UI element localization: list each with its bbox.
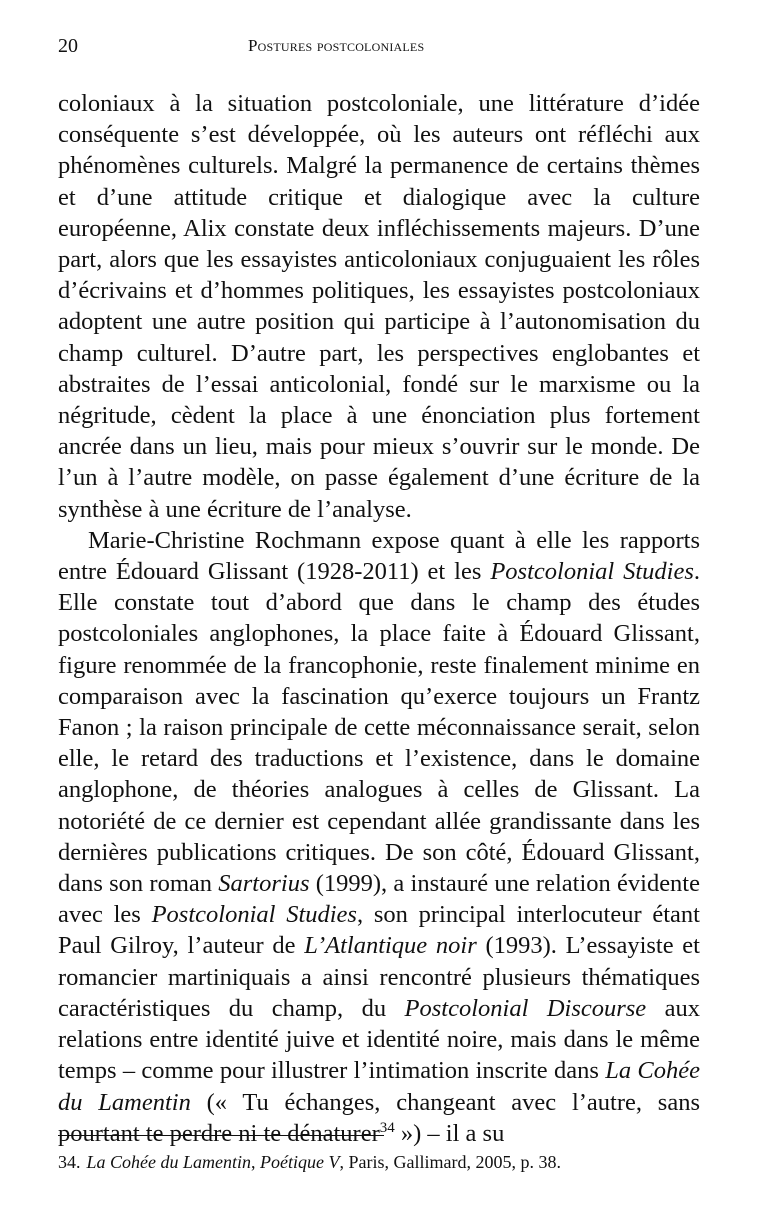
italic-title: Postcolonial Studies [490,558,694,586]
italic-title: La Cohée du Lamentin [58,1057,700,1116]
text-span: , son principal interlocuteur étant Paul Gilroy, l’auteur de [58,901,700,960]
body-text [58,88,700,1149]
paragraph-2 [58,525,700,1149]
italic-title: Sartorius [218,870,310,898]
footnote-separator-text: , [251,1152,260,1172]
running-head: Postures postcoloniales [248,36,425,55]
footnote-title: Poétique V [260,1152,340,1172]
italic-title: Postcolonial Studies [151,901,357,929]
footnote-reference[interactable]: 34 [379,1119,395,1136]
italic-title: L’Atlantique noir [304,932,477,960]
footnote-text: , Paris, Gallimard, 2005, p. 38. [339,1152,561,1172]
italic-title: Postcolonial Discourse [404,994,647,1022]
text-span: ») – il a su [394,1119,505,1147]
page-header [58,33,702,59]
paragraph-1: coloniaux à la situation postcoloniale, une littérature d’idée conséquente s’est développée, où les auteurs ont réfléchi aux phénomènes culturels. Malgré la permanence de certains thèmes et d’une attitude critique et dialogique avec la culture européenne, Alix constate deux infléchissements majeurs. D’une part, alors que les essayistes anticoloniaux conjuguaient les rôles d’écrivains et d’hommes politiques, les essayistes postcoloniaux adoptent une autre position qui participe à l’autonomisation du champ culturel. D’autre part, les perspectives englobantes et abstraites de l’essai anticolonial, fondé sur le marxisme ou la négritude, cèdent la place à une énonciation plus fortement ancrée dans un lieu, mais pour mieux s’ouvrir sur le monde. De l’un à l’autre modèle, on passe également d’une écriture de la synthèse à une écriture de l’analyse. [58,90,700,523]
text-span: (1993). L’essayiste et romancier martiniquais a ainsi rencontré plusieurs thématiques caractéristiques du champ, du [58,932,700,1022]
text-span: (1999), a instauré une relation évidente avec les [58,870,700,929]
footnote-number: 34. [58,1152,81,1172]
text-span: . Elle constate tout d’abord que dans le champ des études postcoloniales anglophones, la place faite à Édouard Glissant, figure renommée de la francophonie, reste finalement minime en comparaison avec la fascination qu’exerce toujours un Frantz Fanon ; la raison principale de cette méconnaissance serait, selon elle, le retard des traductions et l’existence, dans le domaine anglophone, de théories analogues à celles de Glissant. La notoriété de ce dernier est cependant allée grandissante dans les dernières publications critiques. De son côté, Édouard Glissant, dans son roman [58,558,701,898]
text-span: (« Tu échanges, changeant avec l’autre, sans pourtant te perdre ni te dénaturer [58,1088,700,1147]
text-span: Marie-Christine Rochmann expose quant à elle les rapports entre Édouard Glissant (1928-2011) et les [58,526,700,586]
footnote-34 [58,1150,700,1174]
text-span: aux relations entre identité juive et identité noire, mais dans le même temps – comme pour illustrer l’intimation inscrite dans [58,994,700,1085]
footnote-separator [58,1135,384,1136]
page-number: 20 [58,35,78,57]
footnote-title: La Cohée du Lamentin [86,1152,251,1172]
